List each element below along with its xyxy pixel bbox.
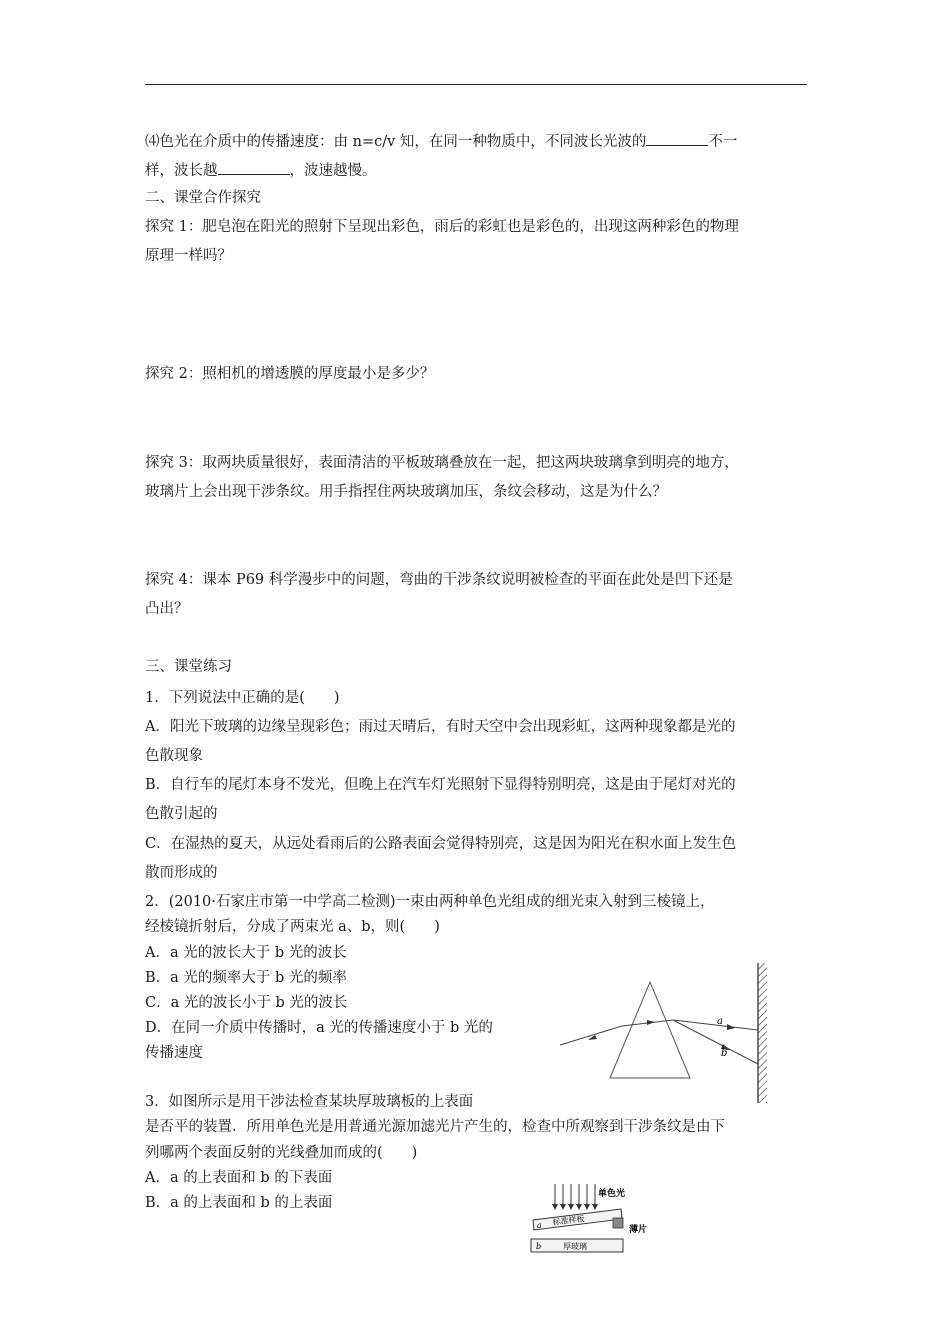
exploration-4-line-2: 凸出？: [145, 601, 189, 617]
problem-1-option-a-2: 色散现象: [145, 748, 203, 764]
fig2-label-b: b: [536, 1242, 542, 1251]
section-3-title: 三、课堂练习: [145, 659, 232, 675]
exploration-2-line-1: 探究 2：照相机的增透膜的厚度最小是多少？: [145, 366, 435, 382]
thin-sheet: [613, 1218, 623, 1228]
section-2-title: 二、课堂合作探究: [145, 190, 261, 206]
fig2-label-a: a: [537, 1221, 542, 1230]
fig2-label-thin: 薄片: [629, 1225, 648, 1235]
incident-ray: [560, 1026, 622, 1045]
ray-b: [673, 1020, 758, 1064]
q4-text-1b: 不一: [708, 134, 738, 150]
exploration-4-line-1: 探究 4：课本 P69 科学漫步中的问题，弯曲的干涉条纹说明被检查的平面在此处是凹下还是: [145, 572, 733, 588]
fig2-label-light: 单色光: [598, 1189, 626, 1199]
problem-3-stem-3: 列哪两个表面反射的光线叠加而成的( ): [145, 1145, 418, 1161]
problem-2-option-c: C．a 光的波长小于 b 光的波长: [145, 995, 348, 1011]
ray-a: [673, 1020, 758, 1030]
problem-3-option-a: A．a 的上表面和 b 的下表面: [145, 1170, 333, 1186]
problem-1-option-c-2: 散而形成的: [145, 865, 218, 881]
q4-text-2b: ，波速越慢。: [289, 163, 377, 179]
problem-2-option-b: B．a 光的频率大于 b 光的频率: [145, 970, 347, 986]
interference-setup-figure: [525, 1182, 655, 1254]
exploration-1-line-1: 探究 1：肥皂泡在阳光的照射下呈现出彩色，雨后的彩虹也是彩色的，出现这两种彩色的物理: [145, 219, 739, 235]
problem-2-stem-2: 经棱镜折射后，分成了两束光 a、b，则( ): [145, 919, 440, 935]
q4-text-1a: ⑷色光在介质中的传播速度：由 n=c/v 知，在同一种物质中，不同波长光波的: [145, 134, 647, 150]
problem-1-option-b-1: B．自行车的尾灯本身不发光，但晚上在汽车灯光照射下显得特别明亮，这是由于尾灯对光的: [145, 777, 736, 793]
answer-blank-2[interactable]: [218, 160, 290, 175]
problem-2-option-d-1: D．在同一介质中传播时，a 光的传播速度小于 b 光的: [145, 1020, 493, 1036]
problem-3-stem-2: 是否平的装置．所用单色光是用普通光源加滤光片产生的，检查中所观察到干涉条纹是由下: [145, 1119, 725, 1135]
problem-1-option-b-2: 色散引起的: [145, 806, 218, 822]
q4-line-2: [145, 160, 377, 181]
fig2-label-std: 标准样板: [552, 1214, 586, 1227]
prism-dispersion-figure: [555, 960, 775, 1105]
fig2-label-thick: 厚玻璃: [563, 1242, 587, 1251]
exploration-3-line-1: 探究 3：取两块质量很好，表面清洁的平板玻璃叠放在一起，把这两块玻璃拿到明亮的地方，: [145, 455, 739, 471]
problem-2-option-d-2: 传播速度: [145, 1045, 203, 1061]
header-rule: [145, 84, 807, 85]
problem-3-stem-1: 3．如图所示是用干涉法检查某块厚玻璃板的上表面: [145, 1094, 474, 1110]
problem-1-option-c-1: C．在湿热的夏天，从远处看雨后的公路表面会觉得特别亮，这是因为阳光在积水面上发生色: [145, 836, 737, 852]
problem-3-option-b: B．a 的上表面和 b 的上表面: [145, 1195, 333, 1211]
fig1-label-a: a: [717, 1016, 723, 1027]
problem-1-option-a-1: A．阳光下玻璃的边缘呈现彩色；雨过天晴后，有时天空中会出现彩虹，这两种现象都是光的: [145, 719, 736, 735]
exploration-3-line-2: 玻璃片上会出现干涉条纹。用手指捏住两块玻璃加压，条纹会移动，这是为什么？: [145, 484, 667, 500]
problem-2-stem-1: 2．(2010·石家庄市第一中学高二检测)一束由两种单色光组成的细光束入射到三棱镜上，: [145, 894, 715, 910]
problem-1-stem: 1．下列说法中正确的是( ): [145, 690, 340, 706]
q4-text-2a: 样，波长越: [145, 163, 218, 179]
exploration-1-line-2: 原理一样吗？: [145, 248, 232, 264]
fig1-label-b: b: [721, 1048, 728, 1059]
screen-wall: [758, 963, 767, 1103]
prism-shape: [610, 982, 690, 1078]
problem-2-option-a: A．a 光的波长大于 b 光的波长: [145, 945, 347, 961]
answer-blank-1[interactable]: [646, 131, 708, 146]
q4-line-1: [145, 131, 737, 152]
